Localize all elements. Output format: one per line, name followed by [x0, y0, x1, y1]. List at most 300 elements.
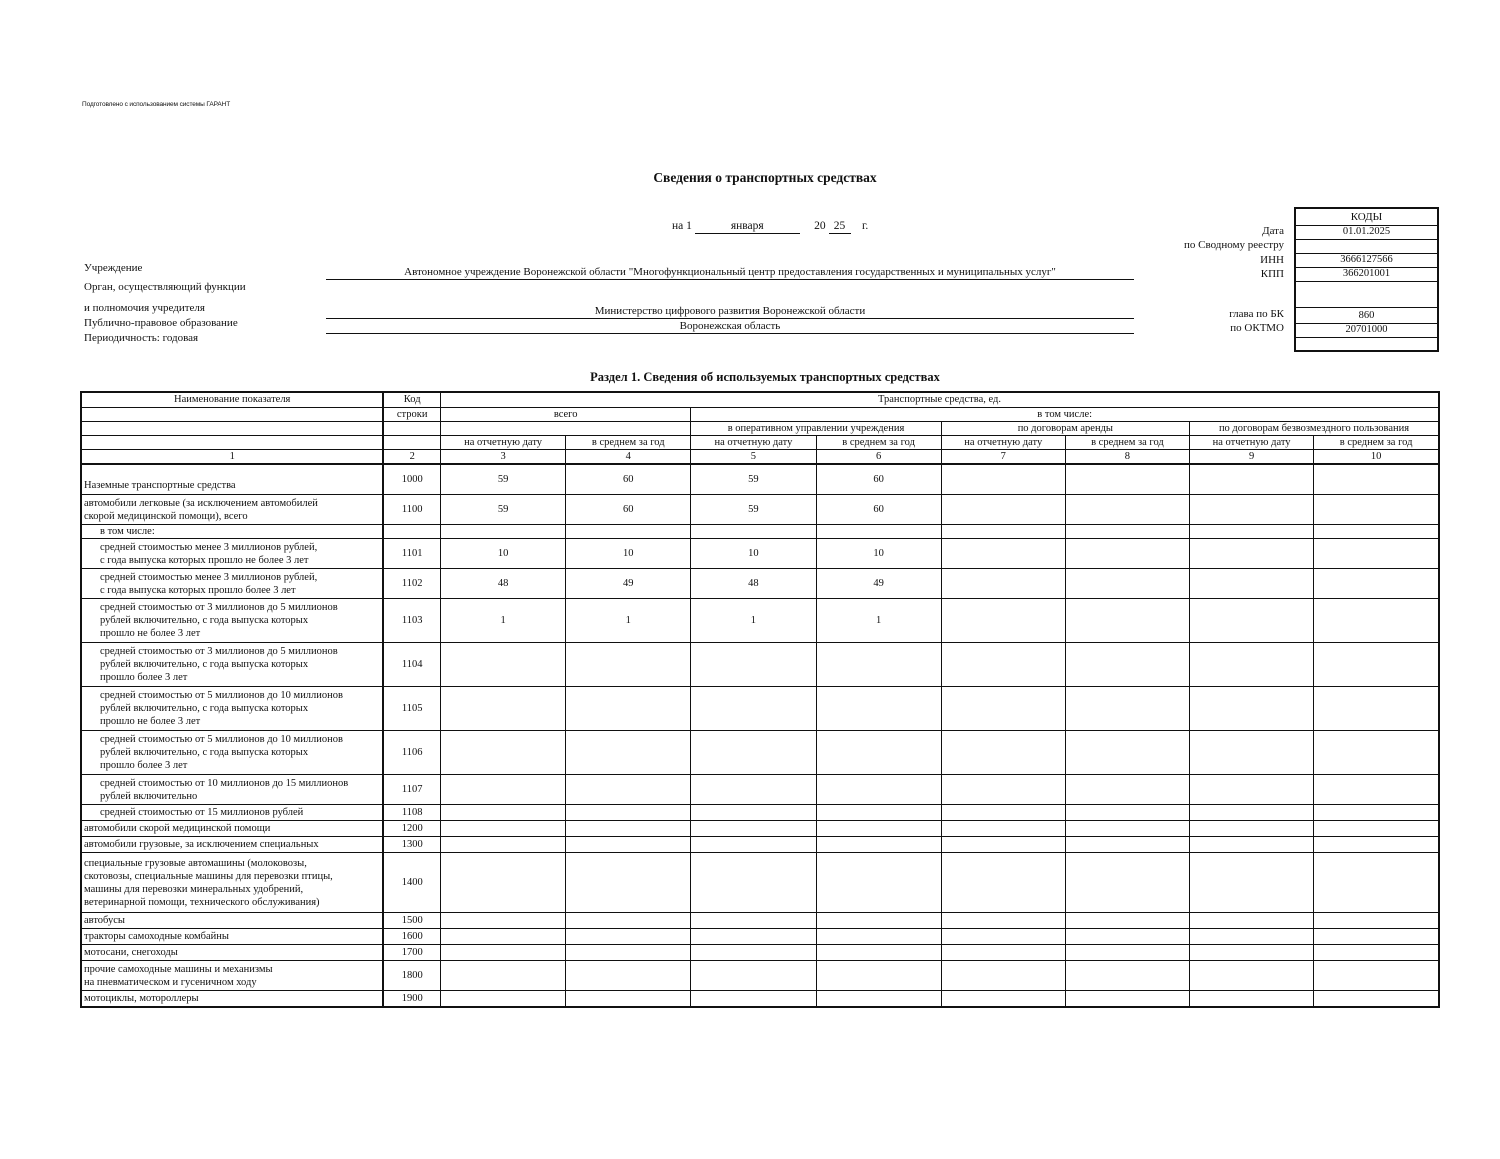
row-value [1314, 929, 1439, 945]
row-code: 1105 [383, 687, 440, 731]
row-code: 1100 [383, 495, 440, 525]
row-value [1190, 929, 1314, 945]
header-blank [81, 421, 383, 435]
row-value [1190, 643, 1314, 687]
row-value: 59 [440, 495, 565, 525]
row-value [941, 643, 1065, 687]
row-value [566, 805, 691, 821]
row-value [941, 495, 1065, 525]
col-avg-year-header: в среднем за год [1065, 435, 1189, 449]
row-value [941, 853, 1065, 913]
row-value: 59 [691, 495, 816, 525]
row-value [440, 961, 565, 991]
row-value [1065, 913, 1189, 929]
row-value [1190, 961, 1314, 991]
table-row [81, 464, 1439, 495]
col-lease-header: по договорам аренды [941, 421, 1189, 435]
row-value [440, 687, 565, 731]
row-name [81, 961, 383, 991]
row-value [941, 821, 1065, 837]
codes-oktmo-value: 20701000 [1296, 323, 1437, 338]
page-title: Сведения о транспортных средствах [653, 170, 877, 185]
row-value [566, 961, 691, 991]
row-name-line: с года выпуска которых прошло не более 3 лет [100, 554, 309, 566]
row-value [691, 945, 816, 961]
row-value: 10 [440, 539, 565, 569]
row-value [566, 837, 691, 853]
row-value: 49 [566, 569, 691, 599]
row-name [81, 913, 383, 929]
row-value [566, 929, 691, 945]
row-code: 1500 [383, 913, 440, 929]
row-value [1314, 495, 1439, 525]
row-value [691, 821, 816, 837]
row-value [440, 913, 565, 929]
row-name-line: средней стоимостью от 3 миллионов до 5 миллионов [100, 646, 338, 657]
row-name-line: средней стоимостью менее 3 миллионов рублей, [100, 571, 318, 583]
row-value [1190, 775, 1314, 805]
row-name-line: скорой медицинской помощи), всего [84, 510, 248, 522]
row-code [383, 525, 440, 539]
row-code: 1000 [383, 464, 440, 495]
col-on-date-header: на отчетную дату [440, 435, 565, 449]
row-value [1065, 821, 1189, 837]
report-date-line [672, 220, 868, 234]
codes-bk-value: 860 [1296, 309, 1437, 324]
row-value: 1 [566, 599, 691, 643]
row-value [1190, 569, 1314, 599]
codes-header: КОДЫ [1296, 209, 1437, 226]
row-name [81, 599, 383, 643]
row-value [440, 525, 565, 539]
row-value [1314, 991, 1439, 1007]
row-code: 1103 [383, 599, 440, 643]
row-value: 1 [691, 599, 816, 643]
row-value [566, 687, 691, 731]
codes-registry-value [1296, 239, 1437, 254]
table-row [81, 775, 1439, 805]
row-value [816, 687, 941, 731]
row-value: 60 [816, 464, 941, 495]
row-value: 60 [566, 464, 691, 495]
table-row [81, 539, 1439, 569]
row-name-line: Наземные транспортные средства [84, 480, 236, 492]
row-name [81, 687, 383, 731]
header-row-4 [81, 435, 1439, 449]
row-value [941, 775, 1065, 805]
row-value [1065, 495, 1189, 525]
codes-date-label: Дата [1262, 225, 1284, 237]
row-value [1190, 821, 1314, 837]
row-value [1314, 913, 1439, 929]
municipality-label: Публично-правовое образование [84, 317, 238, 329]
row-value [691, 929, 816, 945]
row-value [1314, 805, 1439, 821]
row-value [816, 821, 941, 837]
vehicles-table [80, 391, 1440, 1008]
row-name [81, 929, 383, 945]
row-value [440, 837, 565, 853]
table-row [81, 837, 1439, 853]
municipality-value: Воронежская область [326, 320, 1134, 334]
institution-label: Учреждение [84, 262, 143, 274]
row-value [1065, 929, 1189, 945]
row-name-line: рублей включительно, с года выпуска которых [100, 747, 309, 758]
row-name-line: прочие самоходные машины и механизмы [84, 963, 273, 975]
row-name [81, 495, 383, 525]
header-blank [440, 421, 690, 435]
table-row [81, 945, 1439, 961]
codes-blank [1296, 281, 1437, 308]
row-name-line: средней стоимостью от 15 миллионов рублей [100, 807, 304, 818]
codes-box [1294, 207, 1439, 352]
row-value [1314, 687, 1439, 731]
row-value: 48 [440, 569, 565, 599]
row-value [1065, 805, 1189, 821]
codes-date-value: 01.01.2025 [1296, 225, 1437, 240]
row-value [691, 687, 816, 731]
col-free-use-header: по договорам безвозмездного пользования [1190, 421, 1439, 435]
row-name-line [84, 466, 380, 479]
col-number: 4 [566, 449, 691, 464]
row-value [941, 961, 1065, 991]
row-value [1190, 687, 1314, 731]
codes-inn-label: ИНН [1260, 254, 1284, 266]
row-value [691, 853, 816, 913]
row-value [941, 929, 1065, 945]
codes-kpp-value: 366201001 [1296, 267, 1437, 282]
row-value: 10 [691, 539, 816, 569]
row-name-line: рублей включительно, с года выпуска которых [100, 703, 309, 714]
row-value [691, 775, 816, 805]
row-code: 1400 [383, 853, 440, 913]
table-row [81, 569, 1439, 599]
col-on-date-header: на отчетную дату [691, 435, 816, 449]
table-row [81, 913, 1439, 929]
table-row [81, 525, 1439, 539]
periodicity-label: Периодичность: годовая [84, 332, 199, 344]
row-name-line: ветеринарной помощи, технического обслуживания) [84, 896, 320, 908]
table-row [81, 853, 1439, 913]
row-name [81, 853, 383, 913]
row-value [691, 805, 816, 821]
row-value: 1 [816, 599, 941, 643]
row-value [816, 775, 941, 805]
row-value [816, 837, 941, 853]
row-value [1190, 731, 1314, 775]
row-value [1314, 731, 1439, 775]
row-name-line: прошло не более 3 лет [100, 716, 201, 727]
row-name [81, 821, 383, 837]
row-value [1065, 569, 1189, 599]
row-value [1190, 913, 1314, 929]
row-value [566, 991, 691, 1007]
row-name-line: средней стоимостью от 10 миллионов до 15 миллионов [100, 777, 349, 789]
row-value [1190, 464, 1314, 495]
header-number-row [81, 449, 1439, 464]
row-value [816, 525, 941, 539]
row-value [1065, 945, 1189, 961]
table-row [81, 599, 1439, 643]
row-code: 1700 [383, 945, 440, 961]
col-on-date-header: на отчетную дату [1190, 435, 1314, 449]
header-row-3 [81, 421, 1439, 435]
row-value [1314, 643, 1439, 687]
col-avg-year-header: в среднем за год [566, 435, 691, 449]
header-row-1 [81, 392, 1439, 407]
row-value [440, 991, 565, 1007]
row-value [691, 913, 816, 929]
row-name [81, 775, 383, 805]
row-name [81, 464, 383, 495]
row-value [1314, 525, 1439, 539]
row-name [81, 525, 383, 539]
col-vehicles-header: Транспортные средства, ед. [440, 392, 1439, 407]
col-number: 5 [691, 449, 816, 464]
row-name [81, 731, 383, 775]
row-name-line: специальные грузовые автомашины (молоковозы, [84, 857, 307, 869]
col-number: 6 [816, 449, 941, 464]
row-value [440, 775, 565, 805]
codes-bk-label: глава по БК [1229, 308, 1284, 320]
row-name-line: прошло более 3 лет [100, 760, 188, 771]
row-name [81, 539, 383, 569]
row-value [691, 961, 816, 991]
row-value [816, 853, 941, 913]
row-value [691, 837, 816, 853]
row-value [440, 643, 565, 687]
col-avg-year-header: в среднем за год [1314, 435, 1439, 449]
table-row [81, 991, 1439, 1007]
row-value [816, 731, 941, 775]
row-value [816, 913, 941, 929]
row-name-line: рублей включительно [100, 790, 198, 802]
row-value [941, 837, 1065, 853]
row-value [941, 731, 1065, 775]
table-row [81, 961, 1439, 991]
col-avg-year-header: в среднем за год [816, 435, 941, 449]
row-value: 1 [440, 599, 565, 643]
row-value [440, 853, 565, 913]
row-code: 1200 [383, 821, 440, 837]
col-number: 2 [383, 449, 440, 464]
row-code: 1800 [383, 961, 440, 991]
row-value [1190, 525, 1314, 539]
row-value [1190, 837, 1314, 853]
row-name-line: тракторы самоходные комбайны [84, 931, 229, 942]
section-title: Раздел 1. Сведения об используемых транспортных средствах [590, 370, 940, 384]
row-value [816, 961, 941, 991]
row-value [941, 945, 1065, 961]
row-value [1314, 853, 1439, 913]
row-value [1190, 599, 1314, 643]
row-value [440, 805, 565, 821]
row-value [1314, 961, 1439, 991]
row-value [941, 539, 1065, 569]
row-value [566, 525, 691, 539]
row-value [1314, 945, 1439, 961]
row-value [1065, 991, 1189, 1007]
institution-value: Автономное учреждение Воронежской области "Многофункциональный центр предоставления государственных и муниципальных услуг" [326, 266, 1134, 280]
row-code: 1600 [383, 929, 440, 945]
row-name-line: прошло не более 3 лет [100, 628, 201, 639]
row-value [566, 775, 691, 805]
row-value [691, 991, 816, 1007]
col-number: 10 [1314, 449, 1439, 464]
row-name [81, 837, 383, 853]
row-value [1314, 569, 1439, 599]
row-code: 1101 [383, 539, 440, 569]
row-value [1065, 961, 1189, 991]
codes-registry-label: по Сводному реестру [1184, 239, 1284, 251]
row-value [1065, 525, 1189, 539]
col-on-date-header: на отчетную дату [941, 435, 1065, 449]
col-number: 3 [440, 449, 565, 464]
row-name [81, 945, 383, 961]
row-value [1065, 599, 1189, 643]
row-value [1065, 539, 1189, 569]
founder-label-2: и полномочия учредителя [84, 302, 205, 314]
col-number: 7 [941, 449, 1065, 464]
col-total-header: всего [440, 407, 690, 421]
row-value [1190, 853, 1314, 913]
row-value [691, 643, 816, 687]
row-value [941, 805, 1065, 821]
table-row [81, 805, 1439, 821]
row-value: 10 [816, 539, 941, 569]
row-name-line: автомобили грузовые, за исключением специальных [84, 839, 319, 850]
row-name-line: автомобили легковые (за исключением автомобилей [84, 497, 318, 509]
row-value [941, 599, 1065, 643]
header-blank [81, 407, 383, 421]
date-prefix: на 1 [672, 220, 692, 232]
row-name-line: рублей включительно, с года выпуска которых [100, 659, 309, 670]
row-value: 59 [691, 464, 816, 495]
row-name [81, 569, 383, 599]
row-name-line: в том числе: [100, 526, 155, 537]
row-name-line: автомобили скорой медицинской помощи [84, 823, 271, 834]
codes-inn-value: 3666127566 [1296, 253, 1437, 268]
row-name-line: средней стоимостью от 5 миллионов до 10 миллионов [100, 690, 343, 701]
row-value [941, 687, 1065, 731]
row-value [566, 731, 691, 775]
col-number: 9 [1190, 449, 1314, 464]
header-blank [81, 435, 383, 449]
row-value [1190, 805, 1314, 821]
row-value [566, 853, 691, 913]
codes-kpp-label: КПП [1260, 268, 1284, 280]
row-value [566, 821, 691, 837]
row-code: 1900 [383, 991, 440, 1007]
date-year-prefix: 20 [814, 220, 826, 232]
row-value: 59 [440, 464, 565, 495]
table-row [81, 495, 1439, 525]
row-value [1314, 821, 1439, 837]
row-value [816, 643, 941, 687]
row-value [1065, 464, 1189, 495]
row-value [1065, 775, 1189, 805]
row-code: 1102 [383, 569, 440, 599]
row-value [566, 913, 691, 929]
col-code-header: Код [383, 392, 440, 407]
row-name-line: скотовозы, специальные машины для перевозки птицы, [84, 870, 333, 882]
col-name-header: Наименование показателя [81, 392, 383, 407]
row-code: 1300 [383, 837, 440, 853]
table-row [81, 929, 1439, 945]
col-operative-header: в оперативном управлении учреждения [691, 421, 941, 435]
row-value [440, 731, 565, 775]
col-including-header: в том числе: [691, 407, 1439, 421]
table-row [81, 821, 1439, 837]
row-code: 1106 [383, 731, 440, 775]
row-value [1314, 599, 1439, 643]
row-name-line: с года выпуска которых прошло более 3 лет [100, 584, 296, 596]
table-row [81, 687, 1439, 731]
row-value [566, 945, 691, 961]
row-value [941, 991, 1065, 1007]
row-name-line: машины для перевозки минеральных удобрений, [84, 883, 304, 895]
row-value [1190, 945, 1314, 961]
codes-oktmo-label: по ОКТМО [1230, 322, 1284, 334]
row-value [440, 929, 565, 945]
row-name-line: средней стоимостью менее 3 миллионов рублей, [100, 541, 318, 553]
founder-value: Министерство цифрового развития Воронежской области [326, 305, 1134, 319]
header-blank [383, 421, 440, 435]
row-code: 1104 [383, 643, 440, 687]
row-value [941, 569, 1065, 599]
row-code: 1107 [383, 775, 440, 805]
row-value [816, 991, 941, 1007]
table-row [81, 643, 1439, 687]
row-value [1190, 495, 1314, 525]
header-blank [383, 435, 440, 449]
row-value [941, 525, 1065, 539]
row-value [1065, 643, 1189, 687]
row-value [1065, 731, 1189, 775]
row-value [1314, 837, 1439, 853]
row-value [691, 525, 816, 539]
row-name [81, 991, 383, 1007]
row-value [1065, 687, 1189, 731]
row-value [1314, 775, 1439, 805]
founder-label-1: Орган, осуществляющий функции [84, 281, 246, 293]
date-suffix: г. [862, 220, 869, 232]
row-value: 48 [691, 569, 816, 599]
col-number: 8 [1065, 449, 1189, 464]
row-value [1065, 853, 1189, 913]
date-month: января [695, 220, 800, 234]
row-name-line: на пневматическом и гусеничном ходу [84, 976, 257, 988]
row-value: 60 [816, 495, 941, 525]
row-name [81, 643, 383, 687]
row-value: 49 [816, 569, 941, 599]
row-value [1314, 464, 1439, 495]
row-value [941, 913, 1065, 929]
row-value [816, 929, 941, 945]
row-name-line: средней стоимостью от 5 миллионов до 10 миллионов [100, 734, 343, 745]
row-name-line: мотосани, снегоходы [84, 947, 178, 958]
col-number: 1 [81, 449, 383, 464]
row-code: 1108 [383, 805, 440, 821]
garant-note: Подготовлено с использованием системы ГАРАНТ [82, 101, 231, 108]
row-value [1065, 837, 1189, 853]
row-name-line: мотоциклы, мотороллеры [84, 992, 199, 1004]
date-year: 25 [829, 220, 851, 234]
row-value [566, 643, 691, 687]
table-row [81, 731, 1439, 775]
row-name [81, 805, 383, 821]
row-value: 10 [566, 539, 691, 569]
